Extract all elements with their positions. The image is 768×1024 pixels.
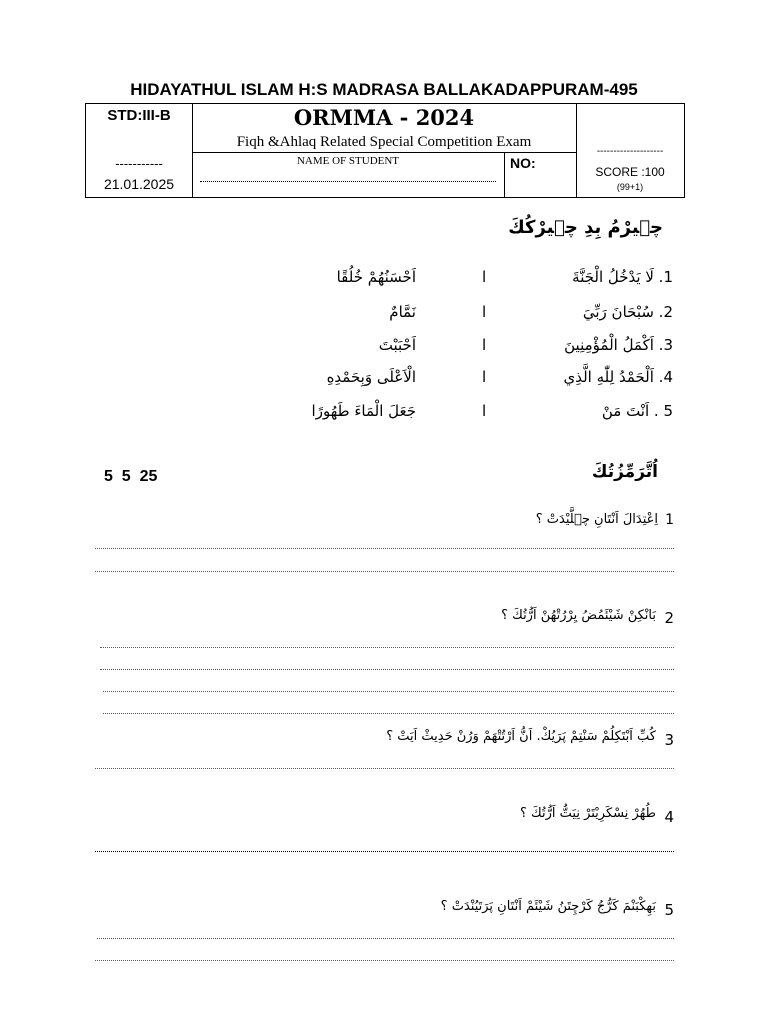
answer-line[interactable] <box>103 691 674 692</box>
question-5: بَهِكْبَنْمَ كَرُّجُ كَرْچِتَنُ شَيْئَمْ اَنْتَانِ پَرَتَيُنْدَتْ ؟ <box>440 899 656 914</box>
answer-line[interactable] <box>103 713 674 714</box>
question-2: بَانْكِنْ شَيْئَمُضُ يِرْرُتْهُنْ اَرُّتُكَ ؟ <box>501 608 656 623</box>
answer-line[interactable] <box>100 669 674 670</box>
match-separator: ا <box>482 368 487 386</box>
match-separator: ا <box>482 336 487 354</box>
match-left-4: 4. اَلْحَمْدُ لِلّٰهِ الَّذِي <box>563 368 673 386</box>
answer-line[interactable] <box>100 647 674 648</box>
section2-marks: 5 5 25 <box>104 468 158 485</box>
std-blank: ----------- <box>115 156 163 171</box>
match-right-2: نَمَّامٌ <box>389 303 416 321</box>
question-number-5: 5 <box>664 901 674 919</box>
exam-title: ORMMA - 2024 <box>293 105 475 130</box>
section2-heading: اُتَّرَمِّزُتُكَ <box>591 462 658 482</box>
question-3: كُبِّ اَبْتَكِلُمْ سَنْتِمْ پَرَيُكْ. اَنُّ اَرْتُتْهَمْ وَرُنْ حَدِيثْ اَيَتْ ؟ <box>386 729 656 744</box>
score-note: (99+1) <box>616 182 644 192</box>
question-number-2: 2 <box>664 609 674 627</box>
exam-subtitle: Fiqh &Ahlaq Related Special Competition Exam <box>236 134 532 150</box>
score-label: SCORE :100 <box>595 165 665 179</box>
number-label: NO: <box>510 155 536 171</box>
match-left-2: 2. سُبْحَانَ رَبِّيَ <box>582 303 673 321</box>
score-dashes: -------------------- <box>596 146 664 157</box>
match-left-1: 1. لَا يَدْخُلُ الْجَنَّةَ <box>572 268 673 286</box>
match-separator: ا <box>482 402 487 420</box>
answer-line[interactable] <box>95 851 674 852</box>
std-label: STD:III-B <box>107 107 171 124</box>
header-table <box>85 103 685 198</box>
answer-line[interactable] <box>97 938 674 939</box>
question-number-1: 1 <box>665 512 674 528</box>
divider <box>192 152 576 153</box>
match-left-3: 3. اَكْمَلُ الْمُؤْمِنِينَ <box>564 336 673 354</box>
question-4: طُهُرْ نِسْكَرِيْتَرْ نِيَتُّ اَرُّتُكَ ؟ <box>520 806 656 821</box>
answer-line[interactable] <box>95 548 674 549</box>
match-separator: ا <box>482 303 487 321</box>
match-right-1: اَحْسَنُهُمْ خُلُقًا <box>336 268 416 286</box>
question-number-3: 3 <box>664 731 674 749</box>
answer-line[interactable] <box>95 571 674 572</box>
match-right-4: الْاَعْلَى وَبِحَمْدِهِ <box>326 368 416 386</box>
question-number-4: 4 <box>664 808 674 826</box>
name-of-student-label: NAME OF STUDENT <box>296 155 400 167</box>
question-1: اِعْتِدَالَ اَنْتَانِ چٜلَّيْدَتْ ؟ <box>535 512 658 527</box>
divider <box>504 152 505 197</box>
answer-line[interactable] <box>95 960 674 961</box>
answer-line[interactable] <box>95 768 674 769</box>
student-name-field[interactable] <box>200 181 496 182</box>
match-left-5: 5 . اَنْتَ مَنْ <box>601 402 673 420</box>
match-right-3: اَحْبَبْتَ <box>378 336 416 354</box>
exam-date: 21.01.2025 <box>103 176 175 192</box>
match-right-5: جَعَلَ الْمَاءَ طَهُورًا <box>311 402 416 420</box>
match-separator: ا <box>482 268 487 286</box>
section1-heading: چٜيرْمُ بِدِ چٜيرْكُكَ <box>508 217 663 238</box>
school-title: HIDAYATHUL ISLAM H:S MADRASA BALLAKADAPPURAM-495 <box>130 80 638 99</box>
